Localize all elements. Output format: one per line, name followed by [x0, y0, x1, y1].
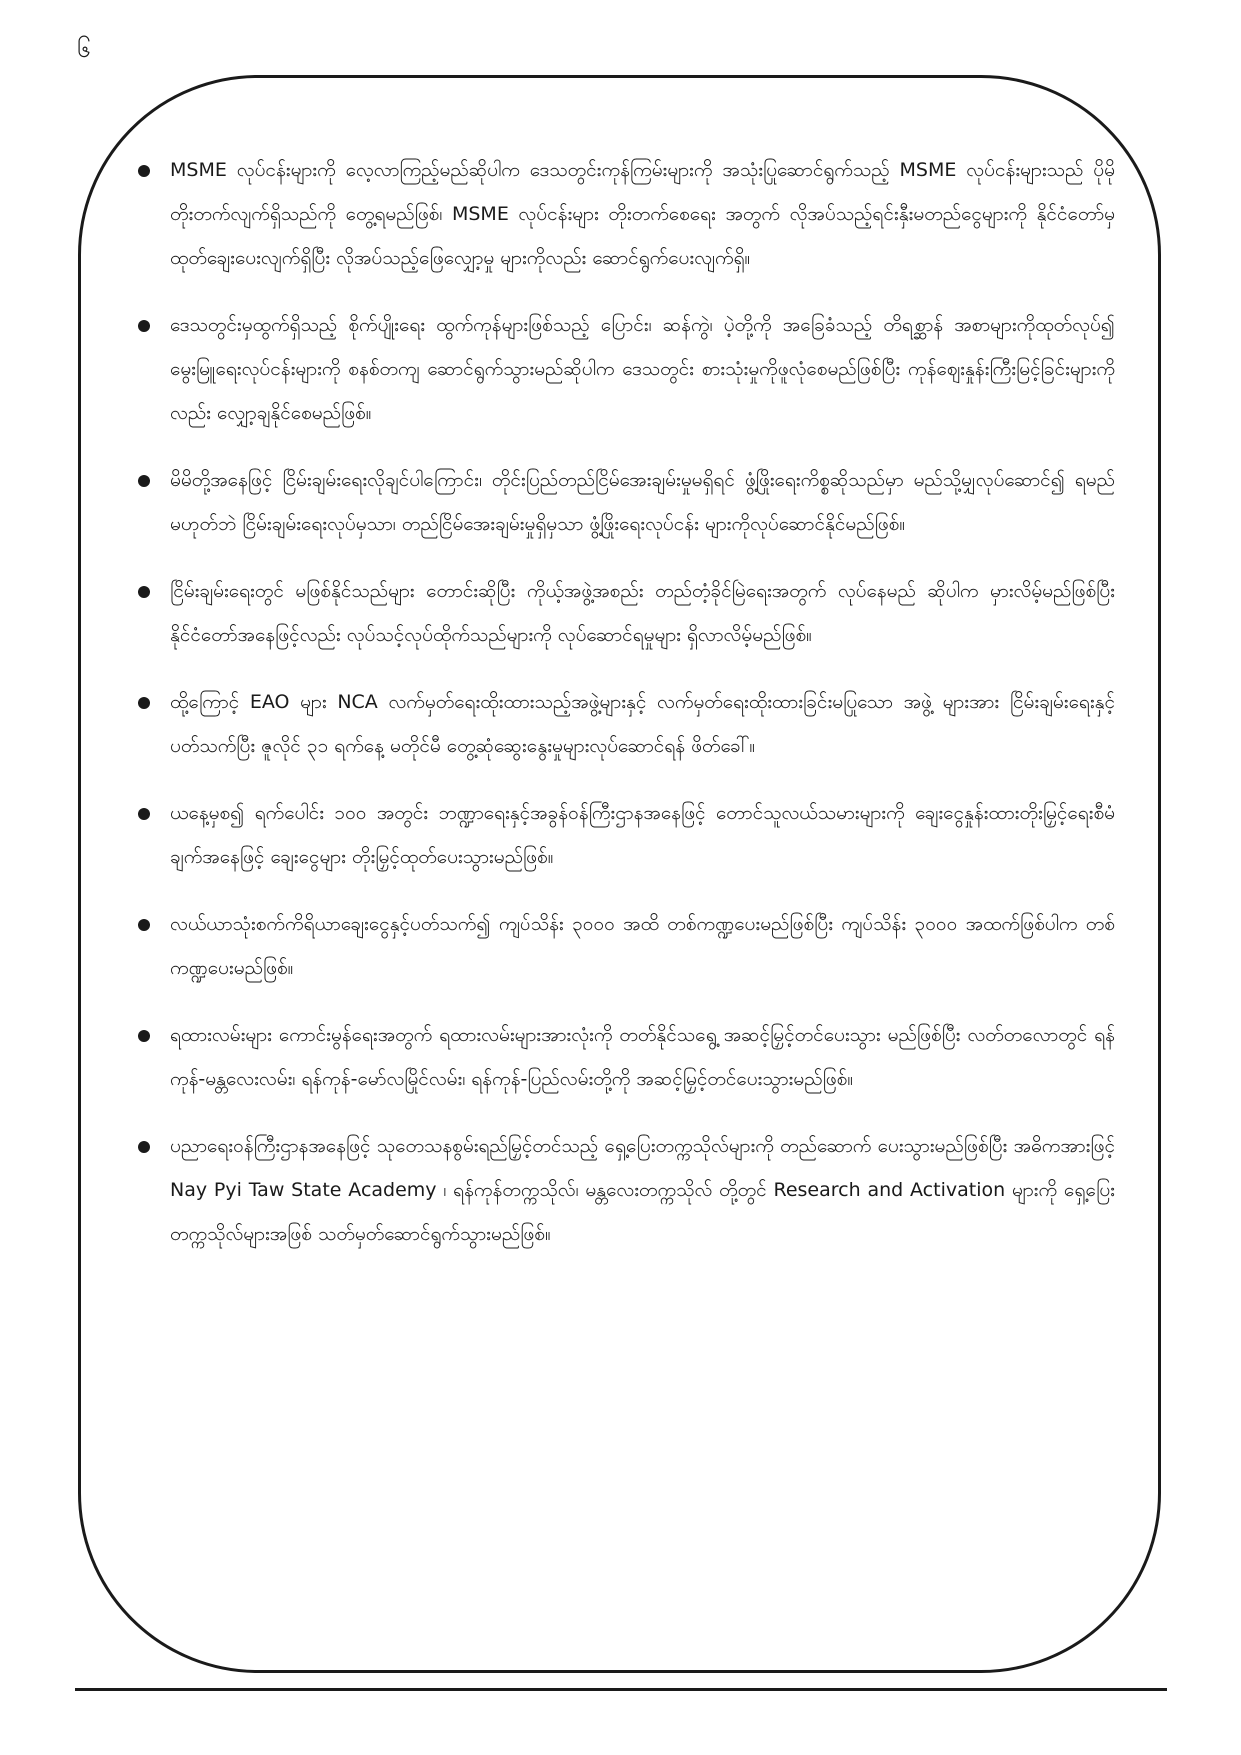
bullet-dot-icon	[138, 586, 150, 598]
bullet-dot-icon	[138, 919, 150, 931]
bullet-text: ထို့ကြောင့် EAO များ NCA လက်မှတ်ရေးထိုးထားသည့်အဖွဲ့များနှင့် လက်မှတ်ရေးထိုးထားခြင်းမပြုသော အဖွဲ့ များအား ငြိမ်းချမ်းရေးနှင့်ပတ်သက်ပြီး ဇူလိုင် ၃၁ ရက်နေ့ မတိုင်မီ တွေ့ဆုံဆွေးနွေးမှုများလုပ်ဆောင်ရန် ဖိတ်ခေါ်။	[170, 691, 1115, 757]
bullet-dot-icon	[138, 1141, 150, 1153]
bullet-dot-icon	[138, 1030, 150, 1042]
bullet-dot-icon	[138, 320, 150, 332]
bullet-text: ပညာရေးဝန်ကြီးဌာနအနေဖြင့် သုတေသနစွမ်းရည်မြှင့်တင်သည့် ရှေ့ပြေးတက္ကသိုလ်များကို တည်ဆောက် ပေးသွားမည်ဖြစ်ပြီး အဓိကအားဖြင့် Nay Pyi Taw State Academy ၊ ရန်ကုန်တက္ကသိုလ်၊ မန္တလေးတက္ကသိုလ် တို့တွင် Research and Activation များကို ရှေ့ပြေးတက္ကသိုလ်များအဖြစ် သတ်မှတ်ဆောင်ရွက်သွားမည်ဖြစ်။	[170, 1135, 1115, 1245]
bullet-dot-icon	[138, 475, 150, 487]
bullet-dot-icon	[138, 165, 150, 177]
bullet-text: ယနေ့မှစ၍ ရက်ပေါင်း ၁၀၀ အတွင်း ဘဏ္ဍာရေးနှင့်အခွန်ဝန်ကြီးဌာနအနေဖြင့် တောင်သူလယ်သမားများကို ချေးငွေနှုန်းထားတိုးမြှင့်ရေးစီမံချက်အနေဖြင့် ချေးငွေများ တိုးမြှင့်ထုတ်ပေးသွားမည်ဖြစ်။	[170, 802, 1115, 868]
bullet-list	[135, 148, 1115, 1256]
bullet-item	[135, 1124, 1115, 1256]
bullet-text: ဒေသတွင်းမှထွက်ရှိသည့် စိုက်ပျိုးရေး ထွက်ကုန်များဖြစ်သည့် ပြောင်း၊ ဆန်ကွဲ၊ ပဲ့တို့ကို အခြေခံသည့် တိရစ္ဆာန် အစာများကိုထုတ်လုပ်၍ မွေးမြူရေးလုပ်ငန်းများကို စနစ်တကျ ဆောင်ရွက်သွားမည်ဆိုပါက ဒေသတွင်း စားသုံးမှုကိုဖူလုံစေမည်ဖြစ်ပြီး ကုန်ဈေးနှုန်းကြီးမြင့်ခြင်းများကိုလည်း လျှော့ချနိုင်စေမည်ဖြစ်။	[170, 314, 1115, 424]
bullet-item	[135, 902, 1115, 990]
bullet-item	[135, 569, 1115, 657]
page-number: ၆	[77, 35, 91, 63]
bullet-dot-icon	[138, 697, 150, 709]
bullet-item	[135, 1013, 1115, 1101]
bullet-text: ရထားလမ်းများ ကောင်းမွန်ရေးအတွက် ရထားလမ်းများအားလုံးကို တတ်နိုင်သရွေ့ အဆင့်မြှင့်တင်ပေးသွား မည်ဖြစ်ပြီး လတ်တလောတွင် ရန်ကုန်-မန္တလေးလမ်း၊ ရန်ကုန်-မော်လမြိုင်လမ်း၊ ရန်ကုန်-ပြည်လမ်းတို့ကို အဆင့်မြှင့်တင်ပေးသွားမည်ဖြစ်။	[170, 1024, 1115, 1090]
bullet-text: မိမိတို့အနေဖြင့် ငြိမ်းချမ်းရေးလိုချင်ပါကြောင်း၊ တိုင်းပြည်တည်ငြိမ်အေးချမ်းမှုမရှိရင် ဖွံ့ဖြိုးရေးကိစ္စဆိုသည်မှာ မည်သို့မျှလုပ်ဆောင်၍ ရမည်မဟုတ်ဘဲ ငြိမ်းချမ်းရေးလုပ်မှသာ၊ တည်ငြိမ်အေးချမ်းမှုရှိမှသာ ဖွံ့ဖြိုးရေးလုပ်ငန်း များကိုလုပ်ဆောင်နိုင်မည်ဖြစ်။	[170, 469, 1115, 535]
bullet-item	[135, 458, 1115, 546]
bullet-text: MSME လုပ်ငန်းများကို လေ့လာကြည့်မည်ဆိုပါက ဒေသတွင်းကုန်ကြမ်းများကို အသုံးပြုဆောင်ရွက်သည့် MSME လုပ်ငန်းများသည် ပိုမိုတိုးတက်လျက်ရှိသည်ကို တွေ့ရမည်ဖြစ်၊ MSME လုပ်ငန်းများ တိုးတက်စေရေး အတွက် လိုအပ်သည့်ရင်းနှီးမတည်ငွေများကို နိုင်ငံတော်မှ ထုတ်ချေးပေးလျက်ရှိပြီး လိုအပ်သည့်ဖြေလျှော့မှု များကိုလည်း ဆောင်ရွက်ပေးလျက်ရှိ။	[170, 159, 1115, 269]
bullet-text: ငြိမ်းချမ်းရေးတွင် မဖြစ်နိုင်သည်များ တောင်းဆိုပြီး ကိုယ့်အဖွဲ့အစည်း တည်တံ့ခိုင်မြဲရေးအတွက် လုပ်နေမည် ဆိုပါက မှားလိမ့်မည်ဖြစ်ပြီး နိုင်ငံတော်အနေဖြင့်လည်း လုပ်သင့်လုပ်ထိုက်သည်များကို လုပ်ဆောင်ရမှုများ ရှိလာလိမ့်မည်ဖြစ်။	[170, 580, 1115, 646]
bullet-item	[135, 148, 1115, 280]
bullet-item	[135, 680, 1115, 768]
bullet-item	[135, 303, 1115, 435]
bullet-item	[135, 791, 1115, 879]
bullet-text: လယ်ယာသုံးစက်ကိရိယာချေးငွေနှင့်ပတ်သက်၍ ကျပ်သိန်း ၃၀၀၀ အထိ တစ်ကဏ္ဍပေးမည်ဖြစ်ပြီး ကျပ်သိန်း ၃၀၀၀ အထက်ဖြစ်ပါက တစ်ကဏ္ဍပေးမည်ဖြစ်။	[170, 913, 1115, 979]
bullet-dot-icon	[138, 808, 150, 820]
bottom-rule	[75, 1688, 1167, 1691]
